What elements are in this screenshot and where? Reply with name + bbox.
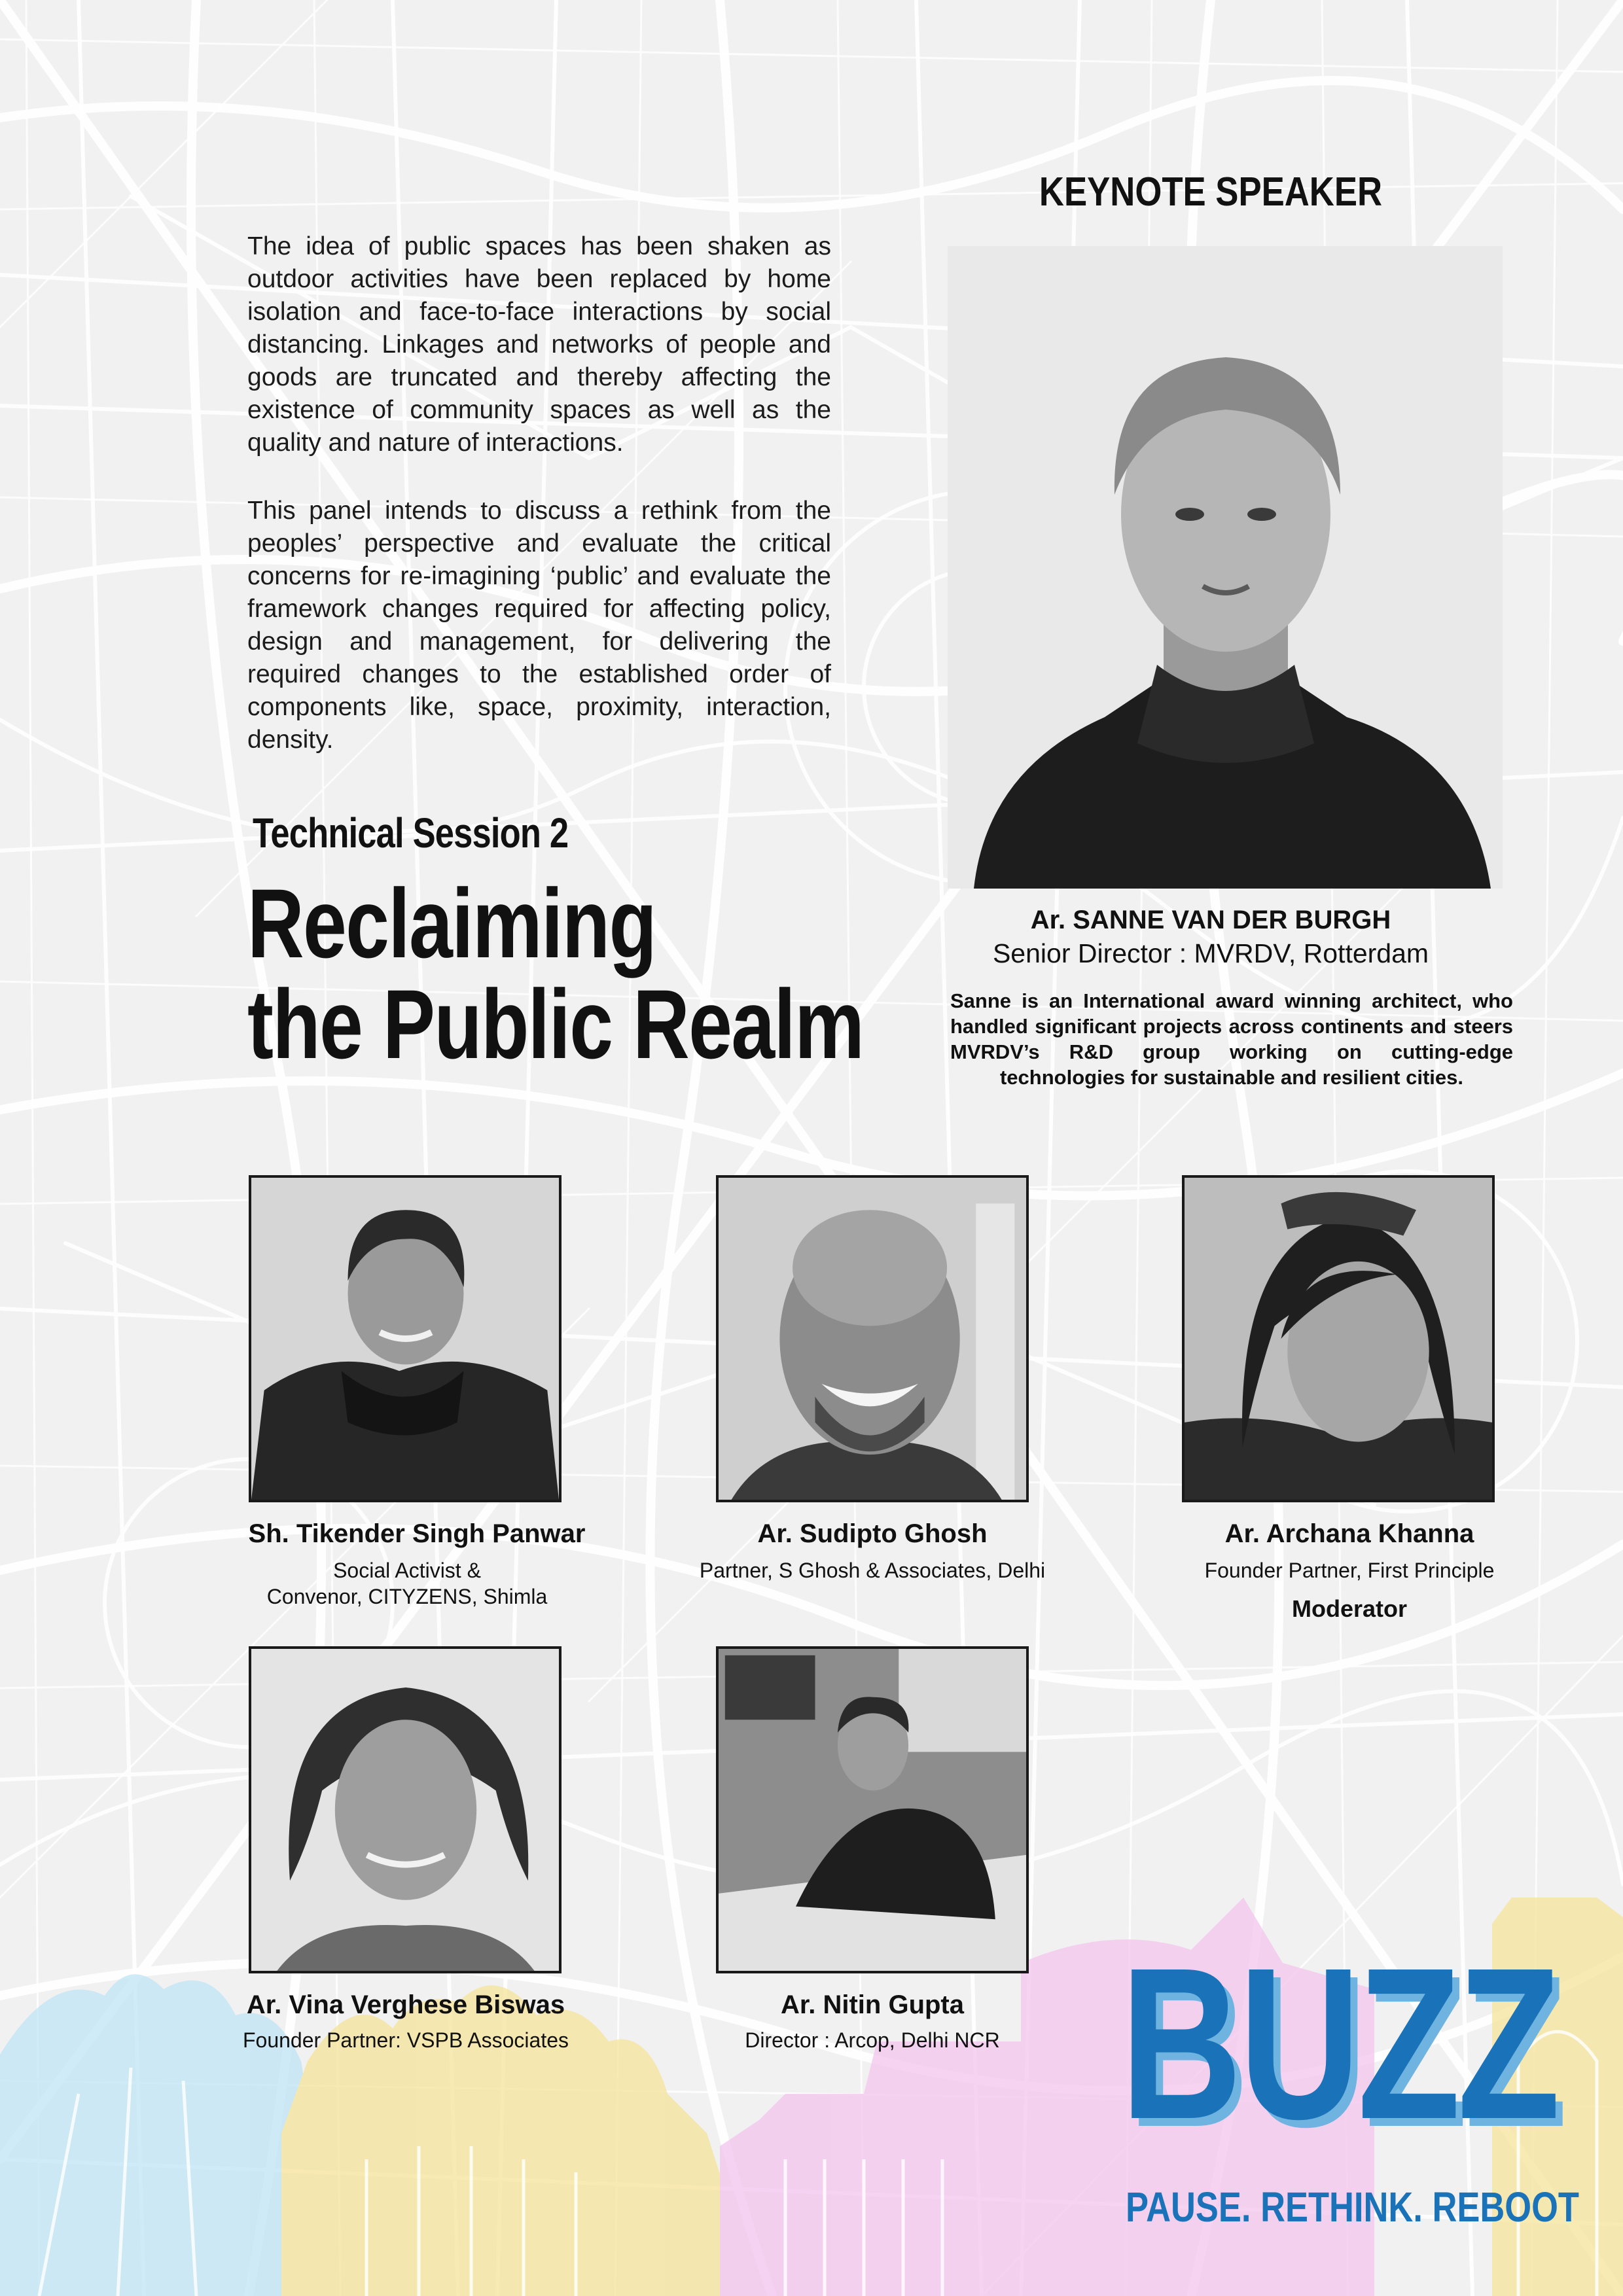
keynote-speaker-role: Senior Director : MVRDV, Rotterdam <box>992 938 1429 968</box>
session-label: Technical Session 2 <box>253 809 569 857</box>
panelist-role-tikender-line2: Convenor, CITYZENS, Shimla <box>266 1585 548 1608</box>
buzz-tagline: PAUSE. RETHINK. REBOOT <box>1126 2183 1579 2231</box>
keynote-speaker-name: Ar. SANNE VAN DER BURGH <box>1030 906 1391 934</box>
panelist-photo-archana <box>1182 1175 1495 1502</box>
buzz-logo-word: BUZZ <box>1120 1922 1558 2164</box>
panelist-name-sudipto: Ar. Sudipto Ghosh <box>757 1519 988 1548</box>
intro-paragraph-2: This panel intends to discuss a rethink from the peoples’ perspective and evaluate the critical concerns for re-imagining ‘public’ and evaluate the framework changes required for affecting policy, design and management, for delivering the required changes to the established order of components like, space, proximity, interaction, density. <box>247 497 831 754</box>
session-title-line-1: Reclaiming <box>247 868 656 978</box>
moderator-tag: Moderator <box>1291 1595 1407 1622</box>
session-title-line-2: the Public Realm <box>247 969 864 1079</box>
panelist-role-nitin: Director : Arcop, Delhi NCR <box>745 2028 1000 2052</box>
panelist-role-sudipto: Partner, S Ghosh & Associates, Delhi <box>699 1559 1046 1582</box>
keynote-speaker-bio: Sanne is an International award winning architect, who handled significant projects across continents and steers MVRDV’s R&D group working on cutting-edge technologies for sustainable and resilient cities. <box>950 989 1513 1089</box>
panelist-role-archana: Founder Partner, First Principle <box>1204 1559 1495 1582</box>
keynote-heading: KEYNOTE SPEAKER <box>1039 169 1383 215</box>
keynote-speaker-photo <box>948 246 1503 889</box>
intro-paragraph-1: The idea of public spaces has been shaken as outdoor activities have been replaced by home isolation and face-to-face interactions by social distancing. Linkages and networks of people and goods are truncated and thereby affecting the existence of community spaces as well as the quality and nature of interactions. <box>247 232 831 457</box>
panelist-role-tikender-line1: Social Activist & <box>333 1559 481 1582</box>
panelist-photo-tikender <box>249 1175 562 1502</box>
panelist-name-tikender: Sh. Tikender Singh Panwar <box>248 1519 586 1548</box>
panelist-name-archana: Ar. Archana Khanna <box>1224 1519 1474 1548</box>
panelist-role-vina: Founder Partner: VSPB Associates <box>242 2028 569 2052</box>
panelist-photo-vina <box>249 1646 562 1973</box>
panelist-photo-nitin <box>716 1646 1029 1973</box>
panelist-photo-sudipto <box>716 1175 1029 1502</box>
panelist-name-vina: Ar. Vina Verghese Biswas <box>246 1990 565 2019</box>
panelist-name-nitin: Ar. Nitin Gupta <box>781 1990 964 2019</box>
